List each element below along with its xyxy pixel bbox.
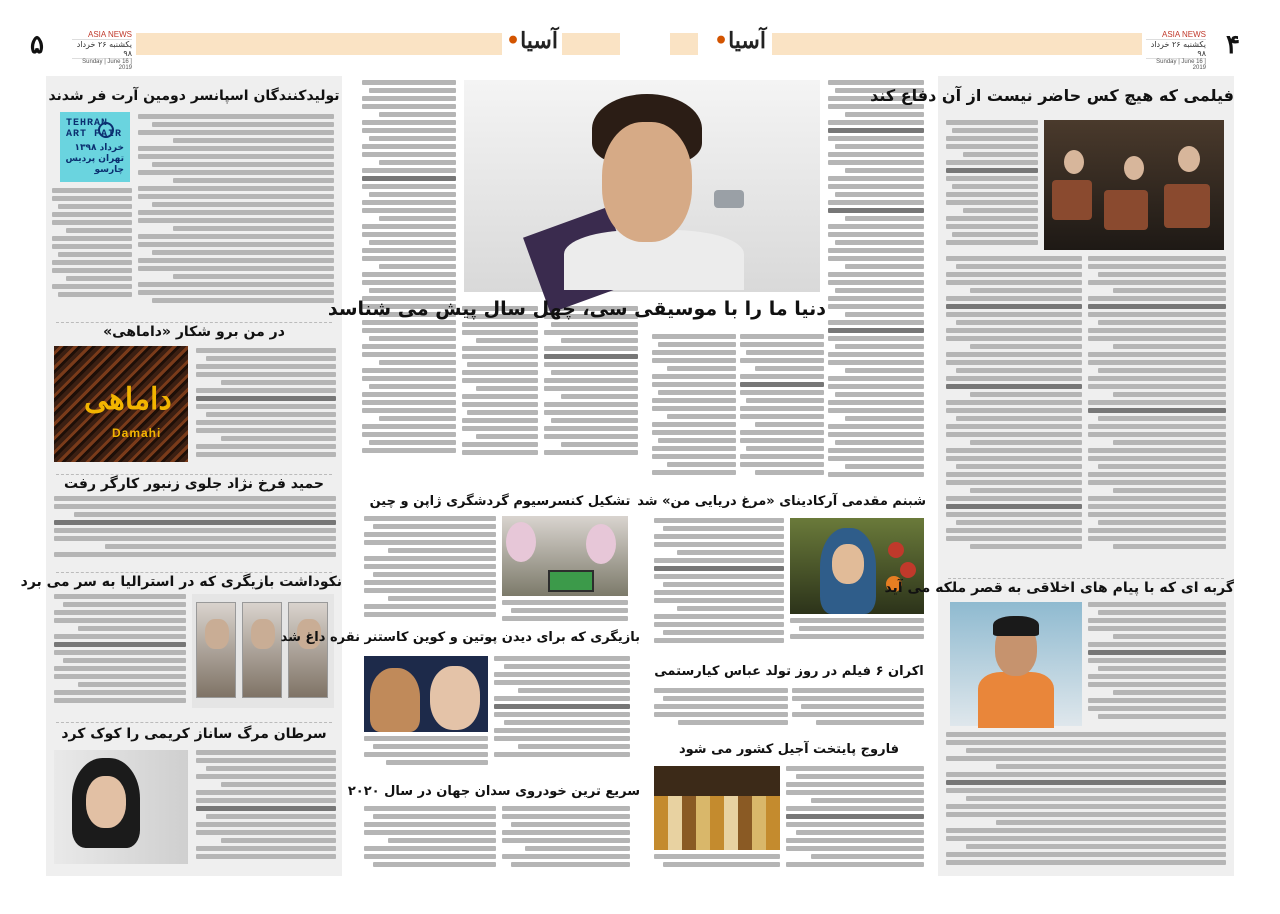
divider	[56, 722, 332, 723]
article-body	[502, 806, 630, 870]
article-body	[196, 750, 336, 864]
article-body	[196, 348, 336, 464]
article-headline[interactable]: شبنم مقدمی آرکادینای «مرغ دریایی من» شد	[637, 494, 926, 509]
article-body	[786, 766, 924, 872]
article-headline[interactable]: گربه ای که با پیام های اخلاقی به قصر ملکه می آید	[884, 580, 1234, 596]
article-headline[interactable]: حمید فرخ نژاد جلوی زنبور کارگر رفت	[63, 476, 325, 492]
header-bar-left-small	[562, 33, 620, 55]
article-body	[828, 80, 924, 490]
header-bar-right-small	[670, 33, 698, 55]
article-body	[54, 496, 336, 560]
article-body	[364, 806, 496, 870]
header-bar-right	[772, 33, 1142, 55]
article-body	[364, 736, 488, 772]
left-sidebar	[20, 76, 342, 876]
article-body	[652, 334, 736, 490]
three-actors-photo	[192, 594, 334, 708]
article-headline[interactable]: نکوداشت بازیگری که در استرالیا به سر می برد	[20, 574, 342, 590]
article-body	[1088, 256, 1226, 564]
article-headline[interactable]: سرطان مرگ ساناز کریمی را کوک کرد	[61, 726, 327, 742]
article-body	[654, 854, 780, 874]
article-body	[544, 306, 638, 464]
article-headline-row	[637, 494, 926, 516]
article-headline[interactable]: اکران ۶ فیلم در روز تولد عباس کیارستمی	[654, 664, 924, 679]
article-body	[52, 188, 132, 306]
tehran-art-fair-poster: TEHRAN ART FAIR خرداد ۱۳۹۸ تهران پردیس چارسو	[60, 112, 130, 182]
date-fa: یکشنبه ۲۶ خرداد ۹۸	[72, 39, 132, 59]
article-body	[654, 518, 784, 646]
page-number-left: ۵	[30, 30, 44, 60]
film-bus-scene-photo	[1044, 120, 1224, 250]
article-body	[462, 306, 538, 464]
sanaz-karimi-photo	[54, 750, 188, 864]
article-headline-row	[360, 494, 640, 516]
article-body	[502, 600, 628, 626]
article-body	[54, 594, 186, 708]
article-body	[946, 120, 1038, 252]
divider	[56, 572, 332, 573]
damahi-poster: داماهی Damahi	[54, 346, 188, 462]
article-headline[interactable]: در من برو شکار «داماهی»	[103, 324, 285, 340]
nuts-bazaar-photo	[654, 766, 780, 850]
article-headline[interactable]: تولیدکنندگان اسپانسر دومین آرت فر شدند	[48, 88, 340, 104]
article-body	[654, 688, 788, 728]
date-en: Sunday | June 16 | 2019	[82, 59, 132, 71]
article-body	[946, 256, 1082, 564]
article-body	[946, 732, 1226, 868]
divider	[56, 474, 332, 475]
article-body	[790, 618, 924, 646]
article-headline-row	[652, 742, 926, 764]
article-headline-row	[652, 664, 926, 686]
putin-actress-photo	[364, 656, 488, 732]
logo-right[interactable]: آسیا•	[714, 28, 766, 54]
article-body	[138, 114, 334, 306]
article-headline-row	[347, 784, 640, 806]
actor-portrait-photo	[950, 602, 1082, 726]
shabnam-moghaddami-photo	[790, 518, 924, 614]
date-block-right: ASIA NEWS یکشنبه ۲۶ خرداد ۹۸ Sunday | June 16 | 2019	[1146, 30, 1206, 60]
page-number-right: ۴	[1226, 30, 1240, 60]
article-headline[interactable]: سریع ترین خودروی سدان جهان در سال ۲۰۲۰	[347, 784, 640, 799]
lead-headline-row	[327, 298, 826, 328]
article-body	[364, 516, 496, 624]
article-headline[interactable]: فاروج پایتخت آجیل کشور می شود	[678, 742, 899, 757]
article-headline[interactable]: تشکیل کنسرسیوم گردشگری ژاپن و چین	[369, 494, 631, 509]
japan-train-photo	[502, 516, 628, 596]
date-block-left	[72, 30, 132, 71]
lead-singer-photo	[464, 80, 820, 292]
divider	[948, 578, 1224, 579]
article-headline-row	[280, 630, 640, 652]
article-body	[740, 334, 824, 490]
header-bar-left	[136, 33, 502, 55]
divider	[56, 322, 332, 323]
sun-icon	[98, 122, 114, 138]
article-body	[792, 688, 924, 728]
brand-en: ASIA NEWS	[87, 30, 132, 39]
right-sidebar	[870, 76, 1234, 876]
article-headline[interactable]: فیلمی که هیچ کس حاضر نیست از آن دفاع کند	[870, 86, 1234, 105]
article-body	[494, 656, 630, 764]
article-body	[1088, 602, 1226, 726]
lead-headline[interactable]: دنیا ما را با موسیقی سی، چهل سال پیش می شناسد	[327, 298, 826, 320]
logo-left[interactable]: آسیا•	[506, 28, 558, 54]
article-body	[362, 80, 456, 464]
article-headline[interactable]: بازیگری که برای دیدن پوتین و کوین کاستنر نقره داغ شد	[280, 630, 640, 645]
